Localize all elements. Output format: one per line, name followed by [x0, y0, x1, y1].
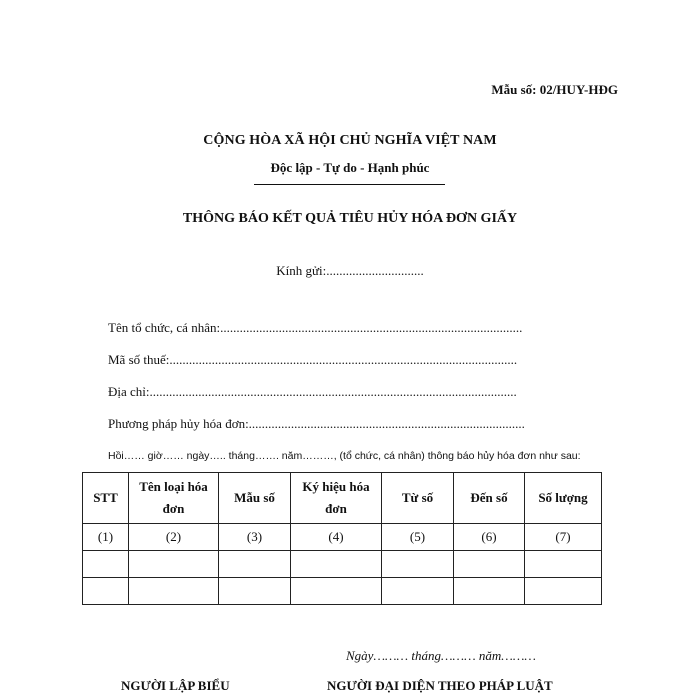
recipient-line: Kính gửi:.............................. — [276, 263, 424, 278]
intro-statement: Hồi…… giờ…… ngày….. tháng……. năm………, (tổ chức, cá nhân) thông báo hủy hóa đơn như sau: — [108, 450, 581, 462]
table-cell — [129, 551, 219, 578]
address-field: Địa chỉ:................................................................................................................. — [108, 384, 517, 399]
motto-underline — [254, 184, 445, 185]
header-invoice-symbol: Ký hiệu hóa đơn — [291, 473, 382, 524]
table-row — [83, 551, 602, 578]
date-line: Ngày……… tháng……… năm……… — [346, 648, 536, 663]
column-number: (1) — [83, 524, 129, 551]
header-to-number: Đến số — [454, 473, 525, 524]
table-cell — [454, 551, 525, 578]
national-header: CỘNG HÒA XÃ HỘI CHỦ NGHĨA VIỆT NAM — [203, 133, 497, 148]
table-cell — [525, 551, 602, 578]
table-cell — [291, 578, 382, 605]
table-cell — [291, 551, 382, 578]
table-cell — [83, 578, 129, 605]
org-name-field: Tên tổ chức, cá nhân:............................................................................................. — [108, 320, 523, 335]
table-cell — [219, 551, 291, 578]
form-code: Mẫu số: 02/HUY-HĐG — [491, 82, 618, 97]
legal-rep-signature-label: NGƯỜI ĐẠI DIỆN THEO PHÁP LUẬT — [327, 678, 553, 693]
table-cell — [382, 578, 454, 605]
column-number: (5) — [382, 524, 454, 551]
table-cell — [219, 578, 291, 605]
national-motto: Độc lập - Tự do - Hạnh phúc — [270, 160, 430, 175]
table-cell — [454, 578, 525, 605]
document-title: THÔNG BÁO KẾT QUẢ TIÊU HỦY HÓA ĐƠN GIẤY — [182, 211, 518, 226]
header-form-number: Mẫu số — [219, 473, 291, 524]
table-row — [83, 578, 602, 605]
table-cell — [525, 578, 602, 605]
table-header-row — [83, 473, 602, 524]
preparer-signature-label: NGƯỜI LẬP BIỂU — [121, 678, 230, 693]
header-invoice-type: Tên loại hóa đơn — [129, 473, 219, 524]
table-cell — [382, 551, 454, 578]
invoice-table — [82, 472, 602, 605]
column-number: (2) — [129, 524, 219, 551]
table-cell — [129, 578, 219, 605]
column-number: (4) — [291, 524, 382, 551]
column-number: (6) — [454, 524, 525, 551]
header-stt: STT — [83, 473, 129, 524]
header-quantity: Số lượng — [525, 473, 602, 524]
column-number: (7) — [525, 524, 602, 551]
header-from-number: Từ số — [382, 473, 454, 524]
column-number-row — [83, 524, 602, 551]
table-cell — [83, 551, 129, 578]
tax-code-field: Mã số thuế:........................................................................................................... — [108, 352, 518, 367]
column-number: (3) — [219, 524, 291, 551]
destroy-method-field: Phương pháp hủy hóa đơn:..................................................................................... — [108, 416, 525, 431]
